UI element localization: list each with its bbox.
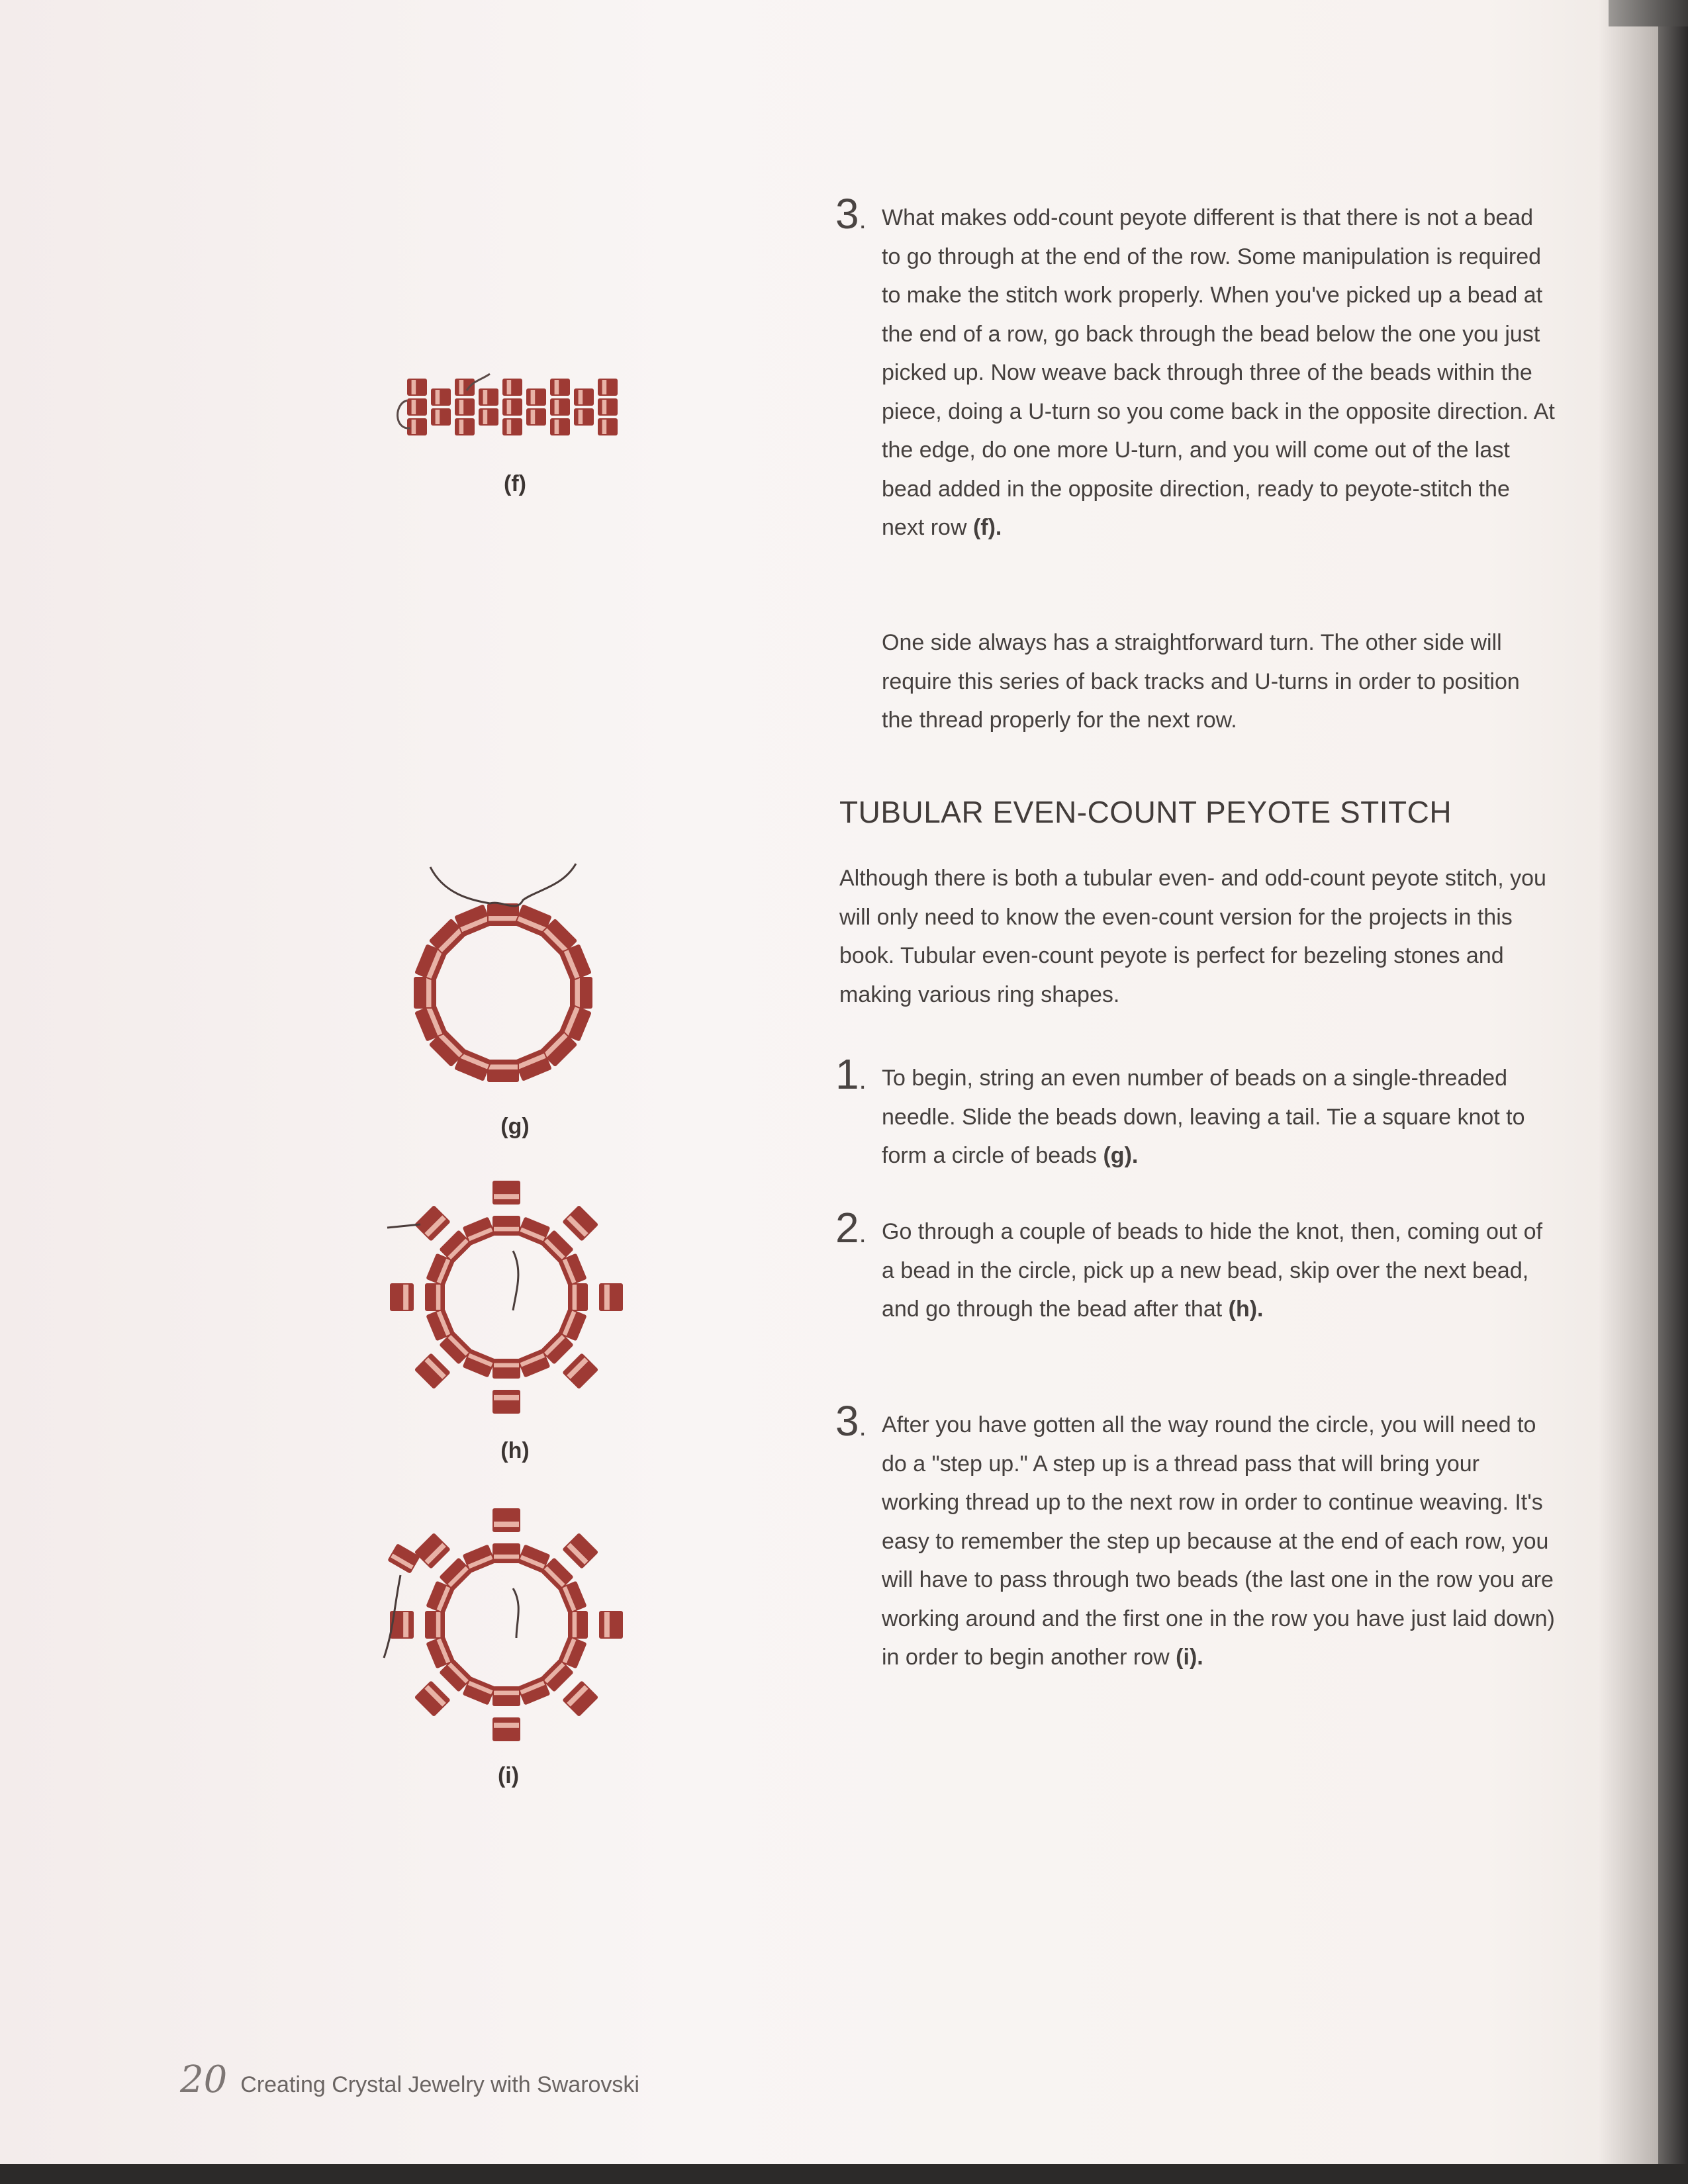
- bead: [487, 1060, 519, 1082]
- tubular-step-2: [835, 1204, 1557, 1329]
- bead: [455, 398, 475, 416]
- bead: [599, 1611, 623, 1639]
- bead: [387, 1543, 420, 1574]
- book-title: Creating Crystal Jewelry with Swarovski: [240, 2072, 639, 2097]
- figure-ref: (i).: [1176, 1645, 1203, 1670]
- bead: [526, 408, 546, 426]
- section-heading: TUBULAR EVEN-COUNT PEYOTE STITCH: [839, 795, 1452, 829]
- scan-corner: [1609, 0, 1688, 26]
- bead: [407, 398, 427, 416]
- bead: [479, 388, 498, 406]
- figure-h-illustration: [381, 1171, 632, 1423]
- page-gutter-shadow: [1599, 0, 1658, 2184]
- bead: [598, 398, 618, 416]
- bead: [431, 388, 451, 406]
- figure-f-illustration: [391, 367, 642, 453]
- bead: [431, 408, 451, 426]
- bead: [479, 408, 498, 426]
- figure-ref: (h).: [1228, 1297, 1264, 1322]
- figure-f-caption: (f): [504, 471, 526, 496]
- bead: [526, 388, 546, 406]
- step-number: 3.: [835, 1397, 867, 1445]
- bead: [414, 1353, 451, 1389]
- bead: [414, 1680, 451, 1717]
- bead: [550, 379, 570, 396]
- bead: [455, 418, 475, 435]
- bead: [425, 1611, 445, 1639]
- bead: [492, 1717, 520, 1741]
- bead: [599, 1283, 623, 1311]
- bead: [568, 1611, 588, 1639]
- bead: [598, 418, 618, 435]
- scan-bottom-edge: [0, 2164, 1688, 2184]
- bead: [492, 1216, 520, 1236]
- bead: [492, 1543, 520, 1563]
- bead: [562, 1533, 598, 1569]
- bead: [492, 1508, 520, 1532]
- bead: [407, 418, 427, 435]
- step-text: After you have gotten all the way round the circle, you will need to do a "step up." A step up is a thread pass that will bring your working thread up to the next row in order to continue weaving. It's easy to remember the step up because at the end of each row, you will have to pass through two beads (the last one in the row you are working around and the first one in the row you have just laid down) in order to begin another row (i).: [882, 1412, 1555, 1670]
- figure-i-illustration: [374, 1496, 639, 1754]
- figure-g-illustration: [391, 854, 616, 1105]
- bead: [455, 379, 475, 396]
- odd-count-note: One side always has a straightforward turn. The other side will require this series of back tracks and U-turns in order to position the thread properly for the next row.: [882, 630, 1520, 733]
- bead: [492, 1686, 520, 1706]
- bead: [492, 1390, 520, 1414]
- bead: [502, 418, 522, 435]
- bead: [562, 1353, 598, 1389]
- figure-ref: (f).: [972, 515, 1002, 540]
- figure-ref: (g).: [1103, 1143, 1139, 1168]
- bead: [414, 1205, 451, 1242]
- bead: [425, 1283, 445, 1311]
- bead: [574, 408, 594, 426]
- thread: [387, 1224, 420, 1228]
- bead: [502, 398, 522, 416]
- step-number: 3.: [835, 190, 867, 238]
- tubular-step-3: [835, 1397, 1557, 1677]
- figure-g-caption: (g): [500, 1114, 530, 1139]
- thread: [513, 1588, 518, 1638]
- figure-h-caption: (h): [500, 1438, 530, 1463]
- bead: [598, 379, 618, 396]
- bead: [574, 388, 594, 406]
- odd-count-step-3: [835, 190, 1557, 547]
- step-number: 2.: [835, 1204, 867, 1251]
- figure-i-caption: (i): [497, 1763, 520, 1788]
- bead: [492, 1359, 520, 1379]
- bead: [550, 398, 570, 416]
- step-text: What makes odd-count peyote different is that there is not a bead to go through at the end of the row. Some manipulation is required to make the stitch work properly. When you've picked up a bead at the end of a row, go back through the bead below the one you just picked up. Now weave back through three of the beads within the piece, doing a U-turn so you come back in the opposite direction. At the edge, do one more U-turn, and you will come out of the last bead added in the opposite direction, ready to peyote-stitch the next row (f).: [882, 205, 1555, 540]
- page-number: 20: [180, 2058, 228, 2101]
- bead: [492, 1181, 520, 1205]
- step-text: Go through a couple of beads to hide the knot, then, coming out of a bead in the circle, pick up a new bead, skip over the next bead, and go through the bead after that (h).: [882, 1219, 1543, 1322]
- scan-edge: [1658, 0, 1688, 2184]
- bead: [550, 418, 570, 435]
- page-footer: [180, 2058, 639, 2101]
- bead: [390, 1283, 414, 1311]
- thread: [513, 1251, 518, 1310]
- tubular-step-1: [835, 1050, 1557, 1175]
- bead: [502, 379, 522, 396]
- section-intro: Although there is both a tubular even- and odd-count peyote stitch, you will only need to know the even-count version for the projects in this book. Tubular even-count peyote is perfect for bezeling stones and making various ring shapes.: [839, 866, 1546, 1007]
- step-text: To begin, string an even number of beads on a single-threaded needle. Slide the beads down, leaving a tail. Tie a square knot to form a circle of beads (g).: [882, 1066, 1525, 1168]
- bead: [414, 977, 436, 1009]
- bead: [414, 1533, 451, 1569]
- thread: [430, 864, 576, 906]
- step-number: 1.: [835, 1050, 867, 1098]
- bead: [568, 1283, 588, 1311]
- bead: [570, 977, 592, 1009]
- bead: [562, 1205, 598, 1242]
- bead: [407, 379, 427, 396]
- bead: [562, 1680, 598, 1717]
